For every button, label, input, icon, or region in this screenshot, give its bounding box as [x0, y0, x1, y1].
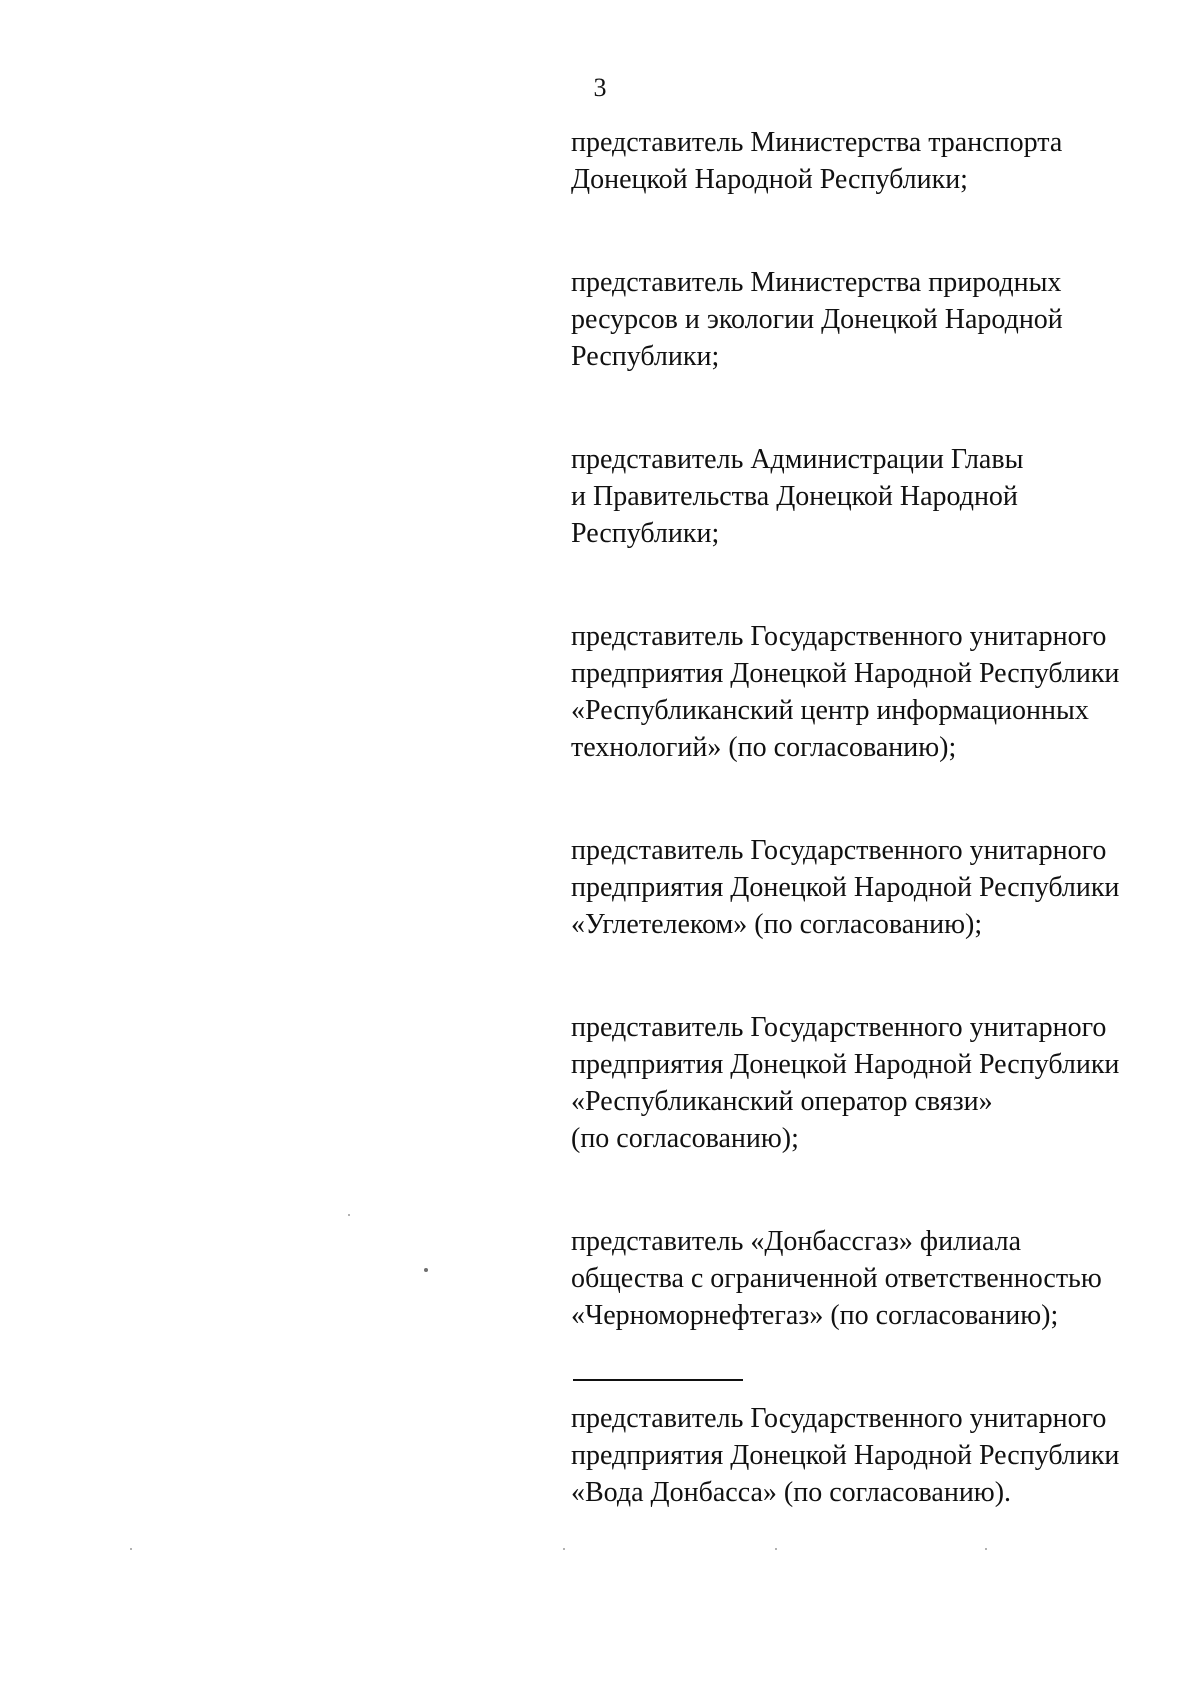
list-item-line: ресурсов и экологии Донецкой Народной [571, 304, 1063, 335]
list-item-line: общества с ограниченной ответственностью [571, 1263, 1102, 1294]
list-item-line: «Вода Донбасса» (по согласованию). [571, 1477, 1012, 1508]
list-item-line: представитель Министерства транспорта [571, 127, 1063, 158]
list-item-line: (по согласованию); [571, 1123, 799, 1154]
list-item-line: технологий» (по согласованию); [571, 732, 957, 763]
list-item-line: «Углетелеком» (по согласованию); [571, 909, 983, 940]
list-item [571, 124, 1171, 198]
list-item-line: и Правительства Донецкой Народной [571, 481, 1018, 512]
list-item-line: «Республиканский центр информационных [571, 695, 1089, 726]
list-item-line: предприятия Донецкой Народной Республики [571, 872, 1120, 903]
list-item-line: предприятия Донецкой Народной Республики [571, 1049, 1120, 1080]
list-item [571, 618, 1171, 766]
list-item-line: Донецкой Народной Республики; [571, 164, 968, 195]
scan-speck [130, 1548, 132, 1550]
list-item-line: представитель Государственного унитарного [571, 835, 1107, 866]
scan-speck [985, 1548, 987, 1550]
list-item-line: Республики; [571, 518, 720, 549]
page-number: 3 [593, 73, 607, 102]
scan-speck [775, 1548, 777, 1550]
list-item-line: Республики; [571, 341, 720, 372]
list-item-line: представитель Государственного унитарного [571, 1012, 1107, 1043]
list-item-line: представитель Администрации Главы [571, 444, 1024, 475]
list-item-line: предприятия Донецкой Народной Республики [571, 1440, 1120, 1471]
list-item [571, 832, 1171, 943]
list-item-line: «Республиканский оператор связи» [571, 1086, 993, 1117]
scan-speck [424, 1268, 428, 1272]
list-item-line: «Черноморнефтегаз» (по согласованию); [571, 1300, 1059, 1331]
list-item-line: предприятия Донецкой Народной Республики [571, 658, 1120, 689]
end-of-list-rule [573, 1379, 743, 1381]
list-item [571, 264, 1171, 375]
list-item [571, 1223, 1171, 1334]
list-item [571, 441, 1171, 552]
scan-speck [348, 1214, 350, 1216]
list-item [571, 1400, 1171, 1511]
list-item-line: представитель Министерства природных [571, 267, 1062, 298]
list-item-line: представитель «Донбассгаз» филиала [571, 1226, 1022, 1257]
list-item [571, 1009, 1171, 1157]
list-item-line: представитель Государственного унитарного [571, 621, 1107, 652]
scan-speck [563, 1548, 565, 1550]
member-list [571, 124, 1171, 1577]
list-item-line: представитель Государственного унитарного [571, 1403, 1107, 1434]
